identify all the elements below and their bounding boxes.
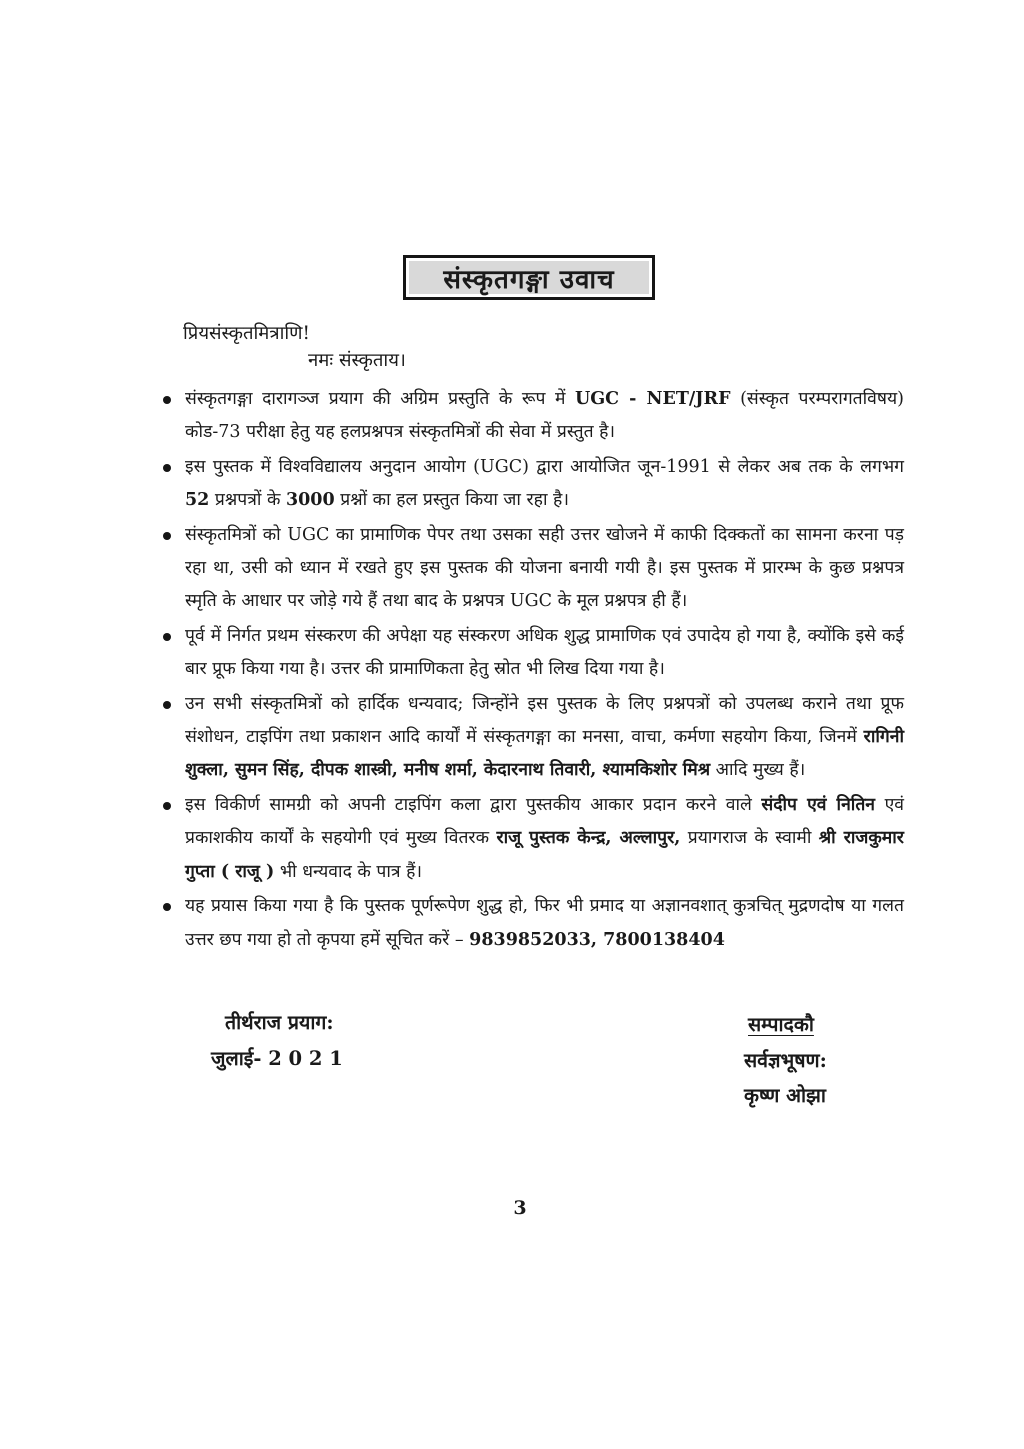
bullet-item: उन सभी संस्कृतमित्रों को हार्दिक धन्यवाद; जिन्होंने इस पुस्तक के लिए प्रश्नपत्रों को उपलब्ध कराने तथा प्रूफ संशोधन, टाइपिंग तथा प्रकाशन आदि कार्यों में संस्कृतगङ्गा का मनसा, वाचा, कर्मणा सहयोग किया, जिनमें रागिनी शुक्ला, सुमन सिंह, दीपक शास्त्री, मनीष शर्मा, केदारनाथ तिवारी, श्यामकिशोर मिश्र आदि मुख्य हैं। [160,688,904,788]
footer-date: जुलाई- 2 0 2 1 [211,1047,343,1070]
invocation-line: नमः संस्कृताय। [308,350,406,371]
bullet-list [160,383,904,958]
title-box [403,255,655,300]
editors-heading: सम्पादकौ [748,1013,814,1036]
bullet-item: यह प्रयास किया गया है कि पुस्तक पूर्णरूपेण शुद्ध हो, फिर भी प्रमाद या अज्ञानवशात् कुत्रचित् मुद्रणदोष या गलत उत्तर छप गया हो तो कृपया हमें सूचित करें – 9839852033, 7800138404 [160,890,904,957]
editor-name-2: कृष्ण ओझा [744,1084,826,1107]
footer-place: तीर्थराज प्रयाग: [225,1011,334,1034]
salutation-line: प्रियसंस्कृतमित्राणि! [183,323,310,344]
page-title: संस्कृतगङ्गा उवाच [443,264,615,295]
footer-editors [744,1007,827,1114]
bullet-item: संस्कृतगङ्गा दारागञ्ज प्रयाग की अग्रिम प्रस्तुति के रूप में UGC - NET/JRF (संस्कृत परम्परागतविषय) कोड-73 परीक्षा हेतु यह हलप्रश्नपत्र संस्कृतमित्रों की सेवा में प्रस्तुत है। [160,383,904,450]
bullet-item: इस पुस्तक में विश्वविद्यालय अनुदान आयोग (UGC) द्वारा आयोजित जून-1991 से लेकर अब तक के लगभग 52 प्रश्नपत्रों के 3000 प्रश्नों का हल प्रस्तुत किया जा रहा है। [160,451,904,518]
bullet-item: पूर्व में निर्गत प्रथम संस्करण की अपेक्षा यह संस्करण अधिक शुद्ध प्रामाणिक एवं उपादेय हो गया है, क्योंकि इसे कई बार प्रूफ किया गया है। उत्तर की प्रामाणिकता हेतु स्रोत भी लिख दिया गया है। [160,620,904,687]
footer-place-date [211,1005,343,1077]
bullet-item: संस्कृतमित्रों को UGC का प्रामाणिक पेपर तथा उसका सही उत्तर खोजने में काफी दिक्कतों का सामना करना पड़ रहा था, उसी को ध्यान में रखते हुए इस पुस्तक की योजना बनायी गयी है। इस पुस्तक में प्रारम्भ के कुछ प्रश्नपत्र स्मृति के आधार पर जोड़े गये हैं तथा बाद के प्रश्नपत्र UGC के मूल प्रश्नपत्र ही हैं। [160,519,904,619]
page-number: 3 [513,1197,527,1219]
bullet-item: इस विकीर्ण सामग्री को अपनी टाइपिंग कला द्वारा पुस्तकीय आकार प्रदान करने वाले संदीप एवं नितिन एवं प्रकाशकीय कार्यों के सहयोगी एवं मुख्य वितरक राजू पुस्तक केन्द्र, अल्लापुर, प्रयागराज के स्वामी श्री राजकुमार गुप्ता ( राजू ) भी धन्यवाद के पात्र हैं। [160,789,904,889]
editor-name-1: सर्वज्ञभूषण: [744,1048,827,1072]
